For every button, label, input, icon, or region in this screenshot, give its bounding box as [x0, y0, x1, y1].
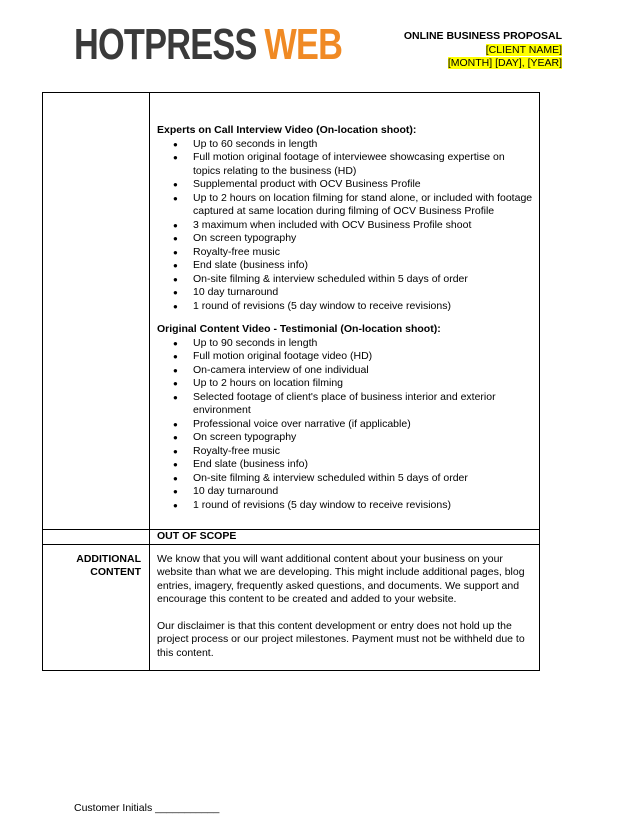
- list-item: ● 1 round of revisions (5 day window to receive revisions): [157, 499, 533, 513]
- list-item: ● On screen typography: [157, 431, 533, 445]
- additional-paragraph-1: We know that you will want additional content about your business on your website than what we are developing. This might include additional pages, blog entries, imagery, frequently asked questions, and documents. We support and encourage this content to be created and added to your website.: [157, 552, 525, 605]
- list-item: ● Supplemental product with OCV Business Profile: [157, 178, 533, 192]
- experts-on-call-list: [157, 138, 533, 314]
- list-item: ● Up to 60 seconds in length: [157, 138, 533, 152]
- additional-paragraph-2: Our disclaimer is that this content development or entry does not hold up the project process or our project milestones. Payment must not be withheld due to this content.: [157, 619, 525, 659]
- additional-content-label: [43, 544, 150, 671]
- services-label-cell: [43, 93, 150, 530]
- date-placeholder: [MONTH] [DAY], [YEAR]: [447, 57, 562, 69]
- proposal-title: ONLINE BUSINESS PROPOSAL: [403, 30, 562, 42]
- list-item: ● 3 maximum when included with OCV Business Profile shoot: [157, 219, 533, 233]
- list-item: ● End slate (business info): [157, 259, 533, 273]
- experts-on-call-title: Experts on Call Interview Video (On-location shoot):: [157, 124, 417, 136]
- list-item: ● Professional voice over narrative (if applicable): [157, 418, 533, 432]
- list-item: ● 10 day turnaround: [157, 286, 533, 300]
- list-item: ● 1 round of revisions (5 day window to receive revisions): [157, 300, 533, 314]
- out-of-scope-label-cell: [43, 530, 150, 545]
- logo-word-web: WEB: [264, 20, 343, 69]
- additional-content-row: [43, 544, 540, 671]
- proposal-table: [42, 92, 540, 671]
- list-item: ● Full motion original footage video (HD): [157, 350, 533, 364]
- list-item: ● End slate (business info): [157, 458, 533, 472]
- additional-content-cell: [150, 544, 540, 671]
- services-row: [43, 93, 540, 530]
- label-line: CONTENT: [90, 566, 141, 578]
- list-item: ● Full motion original footage of interviewee showcasing expertise on topics relating to the business (HD): [157, 151, 533, 178]
- list-item: ● On-site filming & interview scheduled within 5 days of order: [157, 472, 533, 486]
- list-item: ● On-camera interview of one individual: [157, 364, 533, 378]
- label-line: ADDITIONAL: [76, 552, 141, 565]
- customer-initials-line: Customer Initials ___________: [74, 802, 220, 814]
- list-item: ● On screen typography: [157, 232, 533, 246]
- list-item: ● On-site filming & interview scheduled within 5 days of order: [157, 273, 533, 287]
- list-item: ● Selected footage of client's place of business interior and exterior environment: [157, 391, 533, 418]
- list-item: ● Royalty-free music: [157, 445, 533, 459]
- out-of-scope-heading: OUT OF SCOPE: [150, 530, 540, 545]
- testimonial-title: Original Content Video - Testimonial (On-location shoot):: [157, 323, 441, 335]
- list-item: ● Up to 2 hours on location filming: [157, 377, 533, 391]
- logo-word-hotpress: HOTPRESS: [74, 20, 257, 69]
- list-item: ● 10 day turnaround: [157, 485, 533, 499]
- list-item: ● Up to 90 seconds in length: [157, 337, 533, 351]
- services-content-cell: [150, 93, 540, 530]
- proposal-header: [404, 30, 562, 71]
- hotpress-web-logo: [74, 22, 342, 68]
- list-item: ● Up to 2 hours on location filming for stand alone, or included with footage captured at same location during filming of OCV Business Profile: [157, 192, 533, 219]
- client-name-placeholder: [CLIENT NAME]: [485, 43, 562, 56]
- out-of-scope-row: [43, 530, 540, 545]
- list-item: ● Royalty-free music: [157, 246, 533, 260]
- testimonial-list: [157, 337, 533, 513]
